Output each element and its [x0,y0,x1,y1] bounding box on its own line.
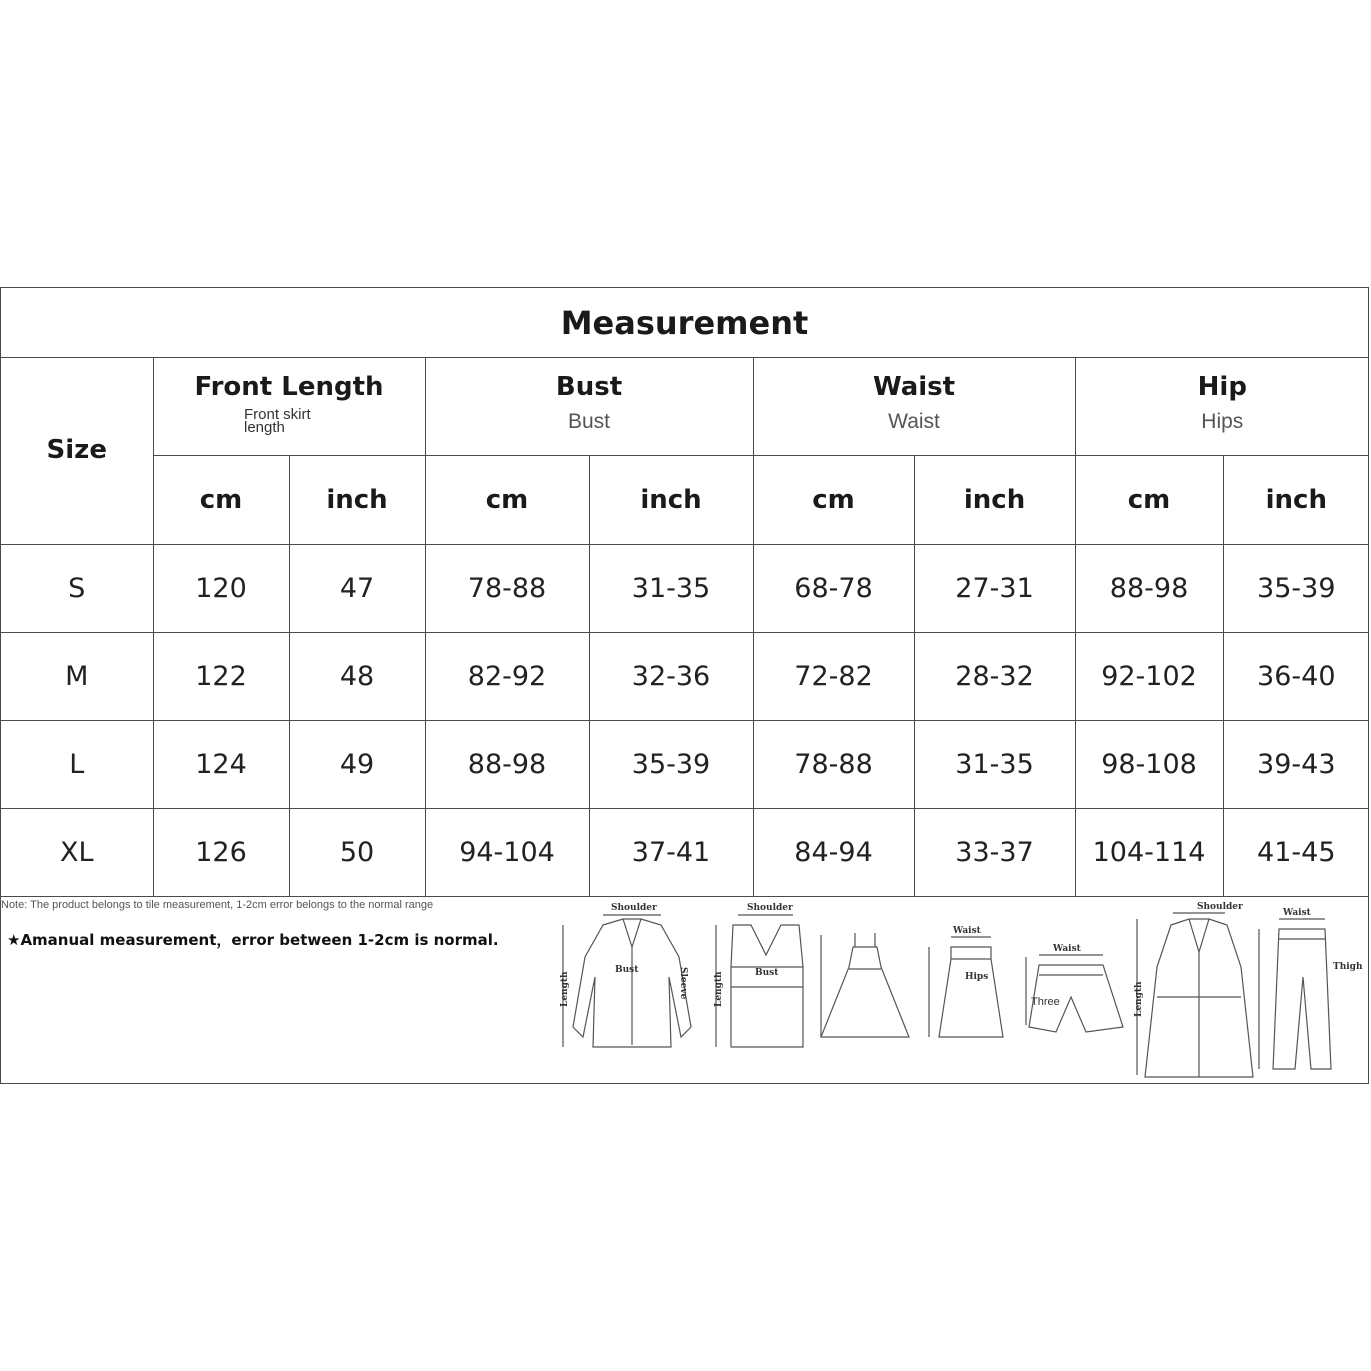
note-main: ★Amanual measurement，error between 1-2cm is normal. [7,931,499,949]
trousers-icon [1259,919,1331,1069]
table-cell: 36-40 [1223,632,1369,720]
length-label: Length [560,971,570,1007]
table-cell: 126 [153,808,289,896]
table-cell: 88-98 [1075,544,1223,632]
size-header [1,357,153,544]
table-cell: 98-108 [1075,720,1223,808]
tank-top-icon [716,915,803,1047]
bust-title: Bust [555,371,623,402]
table-cell: 35-39 [589,720,753,808]
size-label: S [1,544,153,632]
table-cell: 28-32 [914,632,1075,720]
table-cell: 92-102 [1075,632,1223,720]
three-label: Three [1031,996,1060,1008]
table-cell: 72-82 [753,632,914,720]
waist-title: Waist [872,371,956,402]
table-cell: 37-41 [589,808,753,896]
table-cell: 35-39 [1223,544,1369,632]
table-cell: 124 [153,720,289,808]
table-row [1,544,1369,632]
skirt-icon [929,937,1003,1037]
blouse-icon [563,915,691,1047]
bust-label: Bust [615,965,639,975]
chart-title: Measurement [1,288,1368,358]
table-cell: 78-88 [753,720,914,808]
table-cell: 31-35 [589,544,753,632]
size-label: XL [1,808,153,896]
garment-diagram [541,897,1370,1084]
waist-label: Waist [953,926,981,936]
front-length-subtitle: Front skirt length [244,405,311,436]
measurement-chart [0,287,1369,1084]
shoulder-label: Shoulder [1197,902,1243,912]
size-label: L [1,720,153,808]
table-cell: 31-35 [914,720,1075,808]
table-cell: 104-114 [1075,808,1223,896]
waist-label: Waist [1283,908,1311,918]
note-small: Note: The product belongs to tile measurement, 1-2cm error belongs to the normal range [1,899,434,911]
unit-inch: inch [289,455,425,544]
hip-title: Hip [1197,371,1247,402]
garment-illustrations [541,897,1370,1084]
table-cell: 78-88 [425,544,589,632]
unit-cm: cm [753,455,914,544]
size-header-label: Size [46,435,107,466]
dress-icon [821,933,909,1037]
table-row [1,720,1369,808]
size-label: M [1,632,153,720]
table-cell: 120 [153,544,289,632]
table-cell: 88-98 [425,720,589,808]
waist-header [753,357,1075,455]
hip-header [1075,357,1369,455]
shoulder-label: Shoulder [747,903,793,913]
waist-subtitle: Waist [888,409,940,433]
front-length-header [153,357,425,455]
table-cell: 84-94 [753,808,914,896]
unit-inch: inch [914,455,1075,544]
sleeve-label: Sleeve [678,967,688,1000]
table-cell: 94-104 [425,808,589,896]
table-cell: 41-45 [1223,808,1369,896]
table-cell: 39-43 [1223,720,1369,808]
coat-icon [1137,913,1253,1077]
unit-cm: cm [153,455,289,544]
waist-label: Waist [1053,944,1081,954]
table-row [1,808,1369,896]
notes-section [1,897,1368,1084]
thigh-label: Thigh [1333,962,1363,972]
table-cell: 48 [289,632,425,720]
shoulder-label: Shoulder [611,903,657,913]
table-cell: 33-37 [914,808,1075,896]
bust-label: Bust [755,968,779,978]
unit-cm: cm [1075,455,1223,544]
table-cell: 32-36 [589,632,753,720]
unit-cm: cm [425,455,589,544]
size-table [1,357,1369,897]
bust-header [425,357,753,455]
table-row [1,632,1369,720]
length-label: Length [714,971,724,1007]
hip-subtitle: Hips [1201,409,1244,433]
unit-inch: inch [1223,455,1369,544]
length-label: Length [1134,981,1144,1017]
bust-subtitle: Bust [568,409,611,433]
table-cell: 47 [289,544,425,632]
table-cell: 50 [289,808,425,896]
shorts-icon [1026,955,1123,1032]
table-cell: 49 [289,720,425,808]
table-cell: 27-31 [914,544,1075,632]
front-length-title: Front Length [194,371,384,402]
unit-inch: inch [589,455,753,544]
hips-label: Hips [965,972,989,982]
table-cell: 122 [153,632,289,720]
table-cell: 68-78 [753,544,914,632]
table-cell: 82-92 [425,632,589,720]
